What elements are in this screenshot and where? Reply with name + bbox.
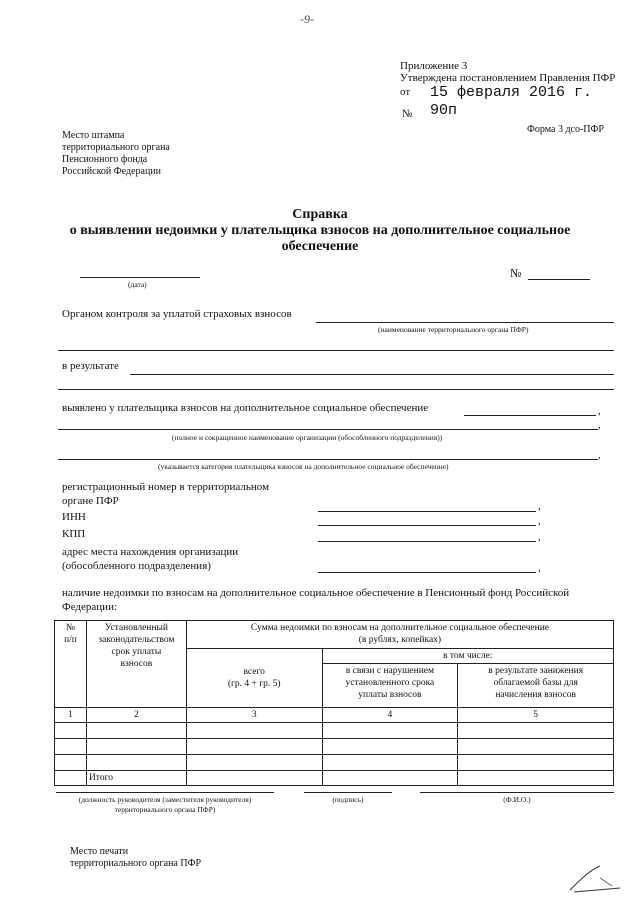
reg-label-line-2: органе ПФР: [62, 495, 119, 507]
from-label: от: [400, 86, 411, 98]
comma: ,: [538, 515, 541, 527]
organ-field-line-2[interactable]: [58, 350, 614, 351]
debt-paragraph: [62, 586, 622, 614]
approval-date: 15 февраля 2016 г.: [430, 84, 593, 101]
comma: ,: [538, 562, 541, 574]
header-total-line: всего: [243, 667, 265, 677]
result-field-line-2[interactable]: [58, 389, 614, 390]
date-caption: (дата): [128, 280, 147, 289]
table-cell: [55, 771, 87, 786]
approved-label: Утверждена постановлением Правления ПФР: [400, 72, 616, 84]
table-cell[interactable]: [322, 739, 458, 755]
seal-line: территориального органа ПФР: [70, 858, 202, 869]
header-violation: [322, 664, 458, 708]
debt-line-2: Федерации:: [62, 601, 118, 613]
stamp-line: Место штампа: [62, 130, 125, 141]
title-sub-2: обеспечение: [281, 239, 359, 254]
approval-number: 90п: [430, 102, 458, 119]
header-num-line: п/п: [64, 635, 77, 645]
payer-category-field[interactable]: [58, 459, 598, 460]
header-understatement-line: облагаемой базы для: [493, 678, 578, 688]
total-cell[interactable]: [458, 771, 614, 786]
organ-field[interactable]: [316, 322, 614, 323]
header-term-line: взносов: [120, 659, 153, 669]
number-label: №: [402, 108, 413, 120]
header-sum-line: (в рублях, копейках): [358, 635, 442, 645]
fio-caption: (Ф.И.О.): [503, 795, 531, 804]
table-cell[interactable]: [55, 739, 87, 755]
header-understatement-line: начисления взносов: [495, 690, 576, 700]
header-violation-line: в связи с нарушением: [345, 666, 435, 676]
seal-block: [70, 846, 201, 870]
doc-number-label: №: [510, 266, 522, 280]
document-title: [0, 207, 640, 255]
page-number-mark: -9-: [300, 12, 314, 26]
name-caption: (полное и сокращенное наименование организации (обособленного подразделения)): [172, 433, 443, 442]
inn-field[interactable]: [318, 525, 536, 526]
fio-field[interactable]: [420, 792, 614, 793]
comma: ,: [598, 449, 601, 461]
column-number: 5: [458, 708, 614, 723]
header-term-line: законодательством: [98, 635, 175, 645]
found-label: выявлено у плательщика взносов на дополнительное социальное обеспечение: [62, 402, 429, 414]
position-caption-line: (должность руководителя (заместителя руководителя): [78, 795, 252, 804]
total-cell[interactable]: [186, 771, 322, 786]
form-label: Форма 3 дсо-ПФР: [527, 124, 604, 135]
doc-number-field[interactable]: [528, 279, 590, 280]
column-number: 2: [86, 708, 186, 723]
column-number: 4: [322, 708, 458, 723]
payer-name-field-line-2[interactable]: [58, 429, 598, 430]
organ-caption: (наименование территориального органа ПФР): [378, 325, 529, 334]
total-label: Итого: [86, 771, 186, 786]
table-cell[interactable]: [458, 739, 614, 755]
header-num: [55, 621, 87, 708]
header-understatement: [458, 664, 614, 708]
appendix-label: Приложение 3: [400, 60, 468, 72]
stamp-block: [62, 130, 170, 178]
table-cell[interactable]: [55, 723, 87, 739]
reg-label-line-1: регистрационный номер в территориальном: [62, 481, 270, 493]
payer-name-field[interactable]: [464, 415, 596, 416]
address-label: [62, 545, 238, 573]
table-cell[interactable]: [86, 755, 186, 771]
category-caption: (указывается категория плательщика взносов на дополнительное социальное обеспечение): [158, 462, 449, 471]
column-number: 1: [55, 708, 87, 723]
address-field[interactable]: [318, 572, 536, 573]
signature-caption: (подпись): [332, 795, 364, 804]
stamp-line: Российской Федерации: [62, 166, 162, 177]
result-field[interactable]: [130, 374, 614, 375]
reg-number-field[interactable]: [318, 511, 536, 512]
reg-number-label: [62, 480, 269, 508]
organ-label: Органом контроля за уплатой страховых взносов: [62, 308, 292, 320]
header-sum: [186, 621, 613, 649]
handwritten-mark-icon: [560, 860, 630, 900]
title-sub-1: о выявлении недоимки у плательщика взносов на дополнительное социальное: [69, 223, 571, 238]
table-cell[interactable]: [186, 723, 322, 739]
header-term-line: Установленный: [104, 623, 168, 633]
header-term: [86, 621, 186, 708]
stamp-line: Пенсионного фонда: [62, 154, 148, 165]
header-understatement-line: в результате занижения: [488, 666, 584, 676]
debt-line-1: наличие недоимки по взносам на дополнительное социальное обеспечение в Пенсионный фонд Российской: [62, 587, 570, 599]
comma: ,: [538, 500, 541, 512]
table-cell[interactable]: [86, 723, 186, 739]
address-label-line-1: адрес места нахождения организации: [62, 546, 239, 558]
header-violation-line: уплаты взносов: [358, 690, 422, 700]
date-field[interactable]: [80, 277, 200, 278]
table-cell[interactable]: [458, 755, 614, 771]
table-cell[interactable]: [322, 755, 458, 771]
table-cell[interactable]: [86, 739, 186, 755]
inn-label: ИНН: [62, 511, 86, 523]
position-caption: [56, 795, 274, 815]
header-term-line: срок уплаты: [111, 647, 162, 657]
debt-table: [54, 620, 614, 786]
table-cell[interactable]: [55, 755, 87, 771]
header-num-line: №: [65, 623, 75, 633]
stamp-line: территориального органа: [62, 142, 170, 153]
table-cell[interactable]: [186, 755, 322, 771]
table-cell[interactable]: [186, 739, 322, 755]
column-number: 3: [186, 708, 322, 723]
total-cell[interactable]: [322, 771, 458, 786]
comma: ,: [598, 419, 601, 431]
result-label: в результате: [62, 360, 119, 372]
header-total-line: (гр. 4 + гр. 5): [227, 679, 281, 689]
position-caption-line: территориального органа ПФР): [114, 805, 216, 814]
table-cell[interactable]: [458, 723, 614, 739]
address-label-line-2: (обособленного подразделения): [62, 560, 211, 572]
signature-field[interactable]: [304, 792, 392, 793]
kpp-label: КПП: [62, 528, 86, 540]
kpp-field[interactable]: [318, 541, 536, 542]
header-total: [186, 649, 322, 708]
comma: ,: [538, 531, 541, 543]
seal-line: Место печати: [70, 846, 129, 857]
table-cell[interactable]: [322, 723, 458, 739]
title-main: Справка: [292, 207, 348, 222]
header-violation-line: установленного срока: [345, 678, 435, 688]
comma: ,: [598, 405, 601, 417]
position-field[interactable]: [56, 792, 274, 793]
header-including: в том числе:: [322, 649, 613, 664]
header-sum-line: Сумма недоимки по взносам на дополнительное социальное обеспечение: [250, 623, 549, 633]
